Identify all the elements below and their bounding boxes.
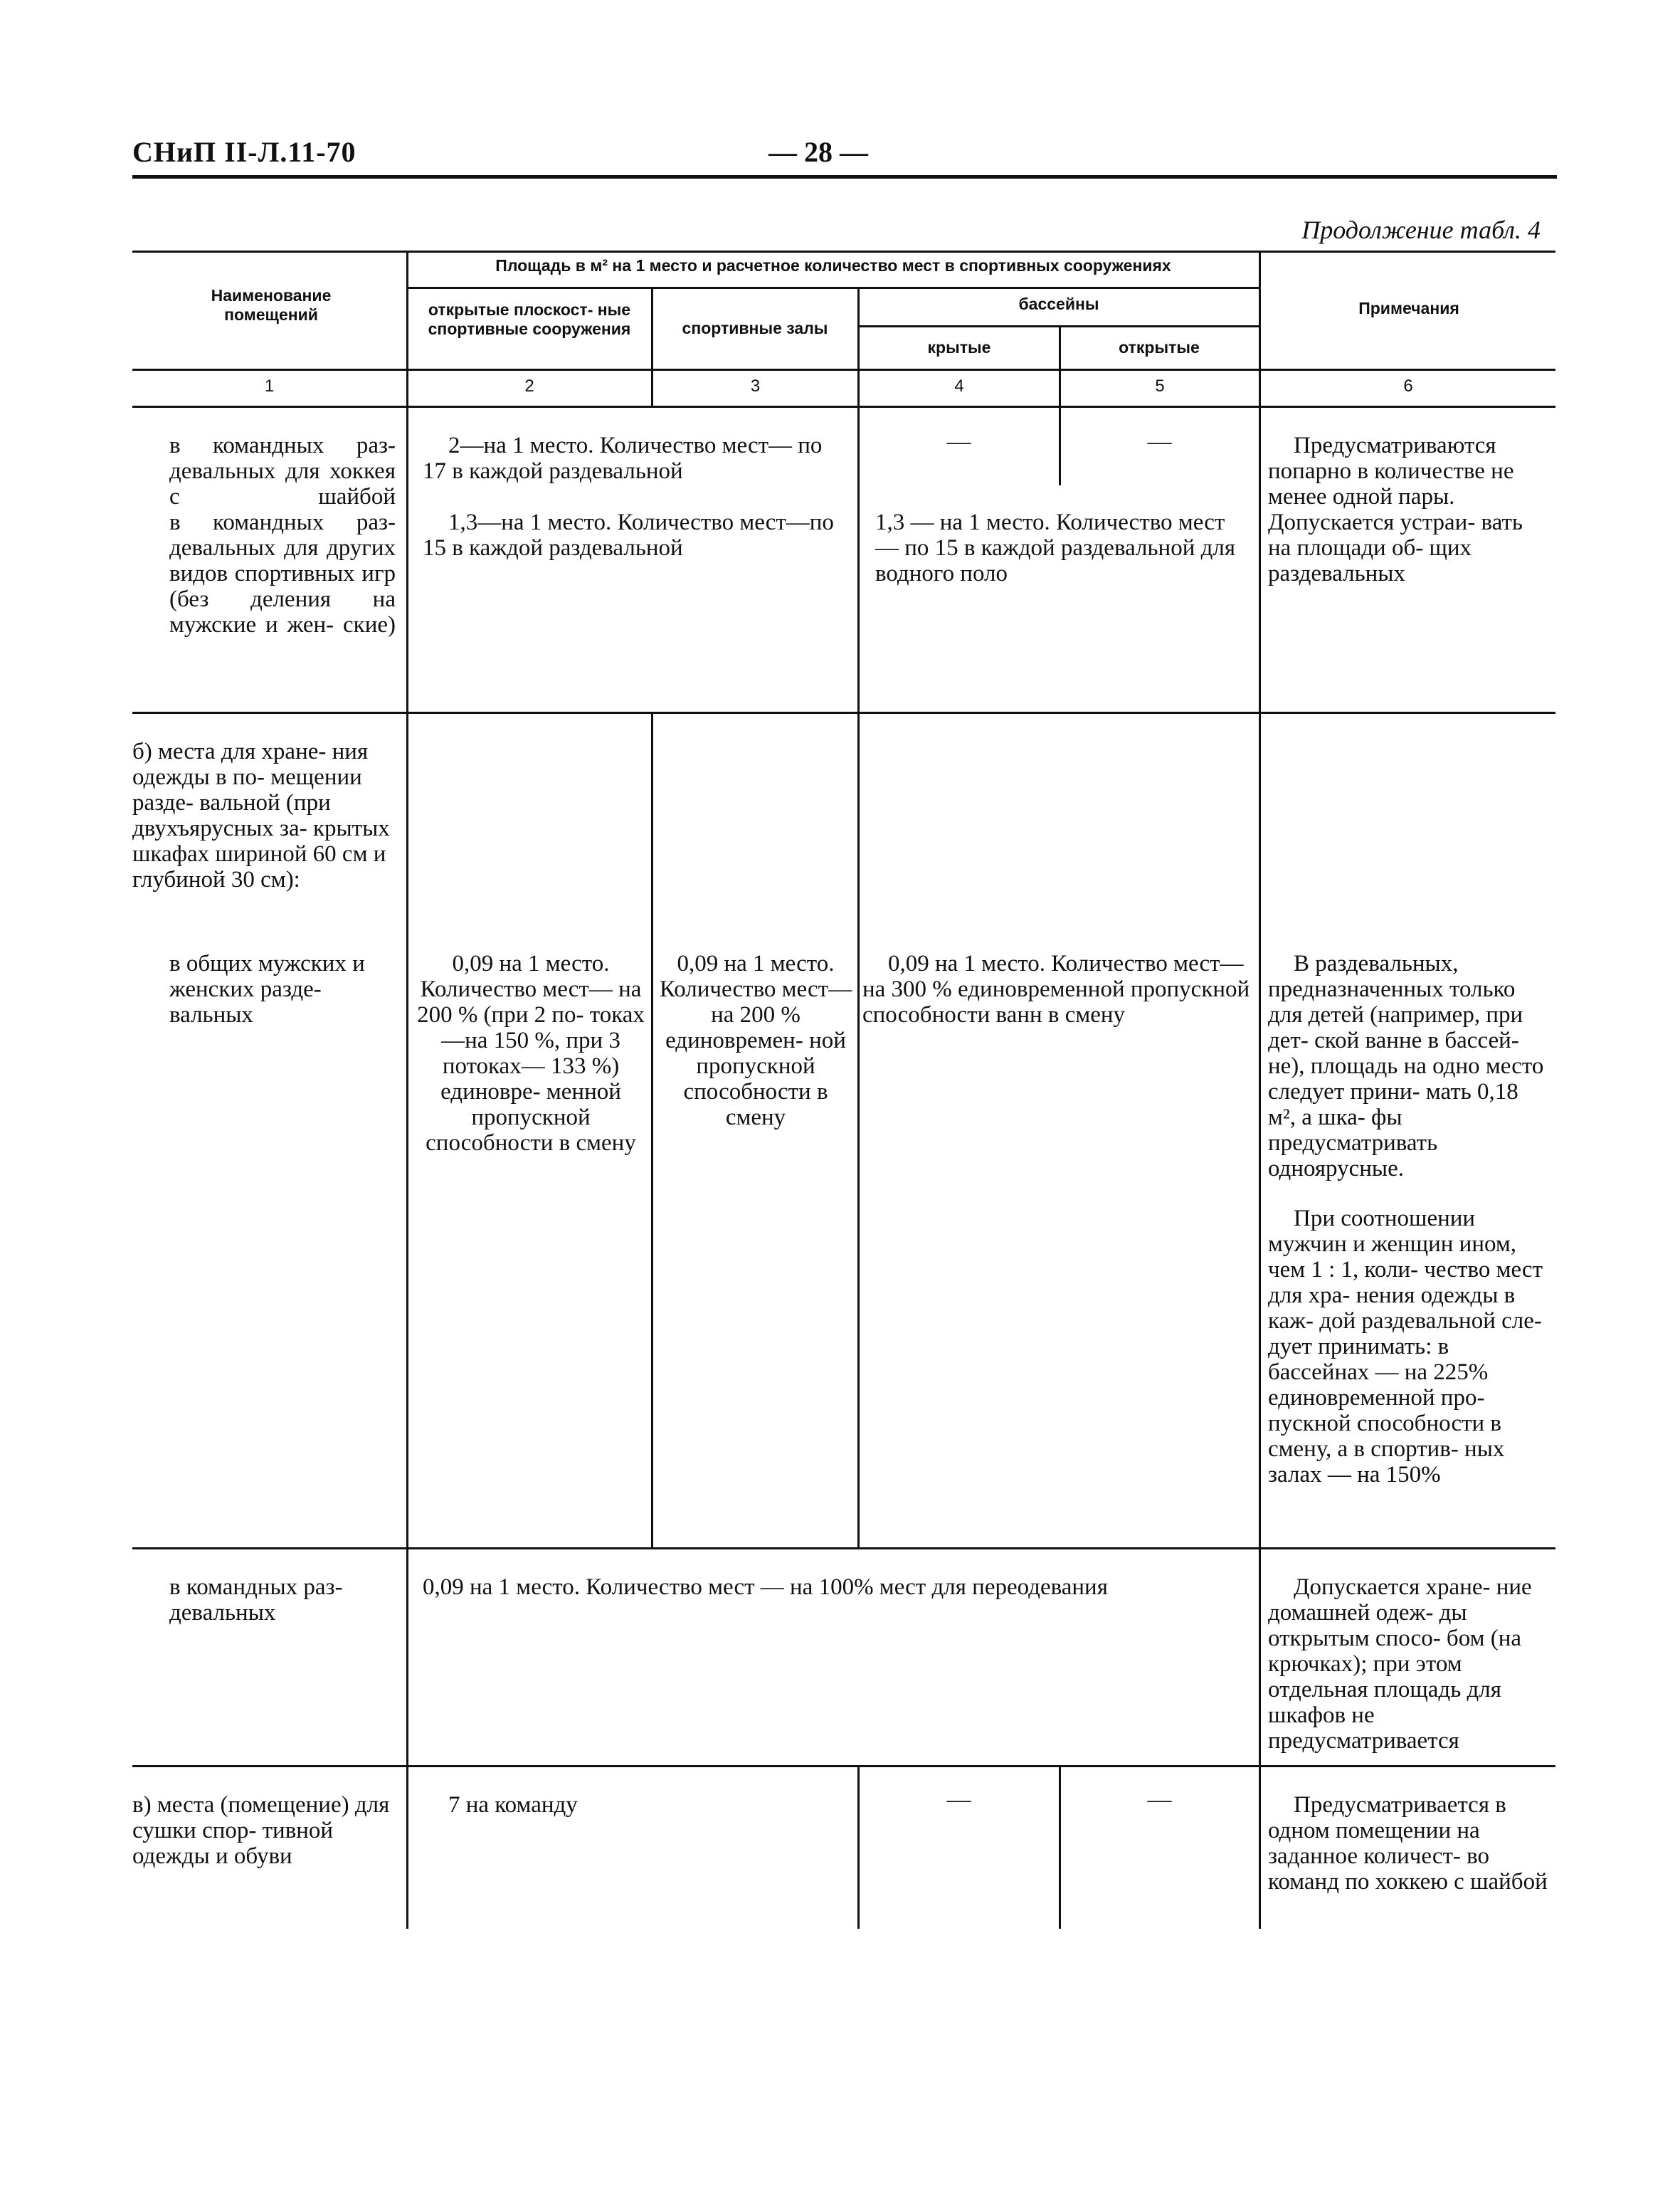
- s1-divider-name: [406, 406, 408, 712]
- s2-divider-name: [406, 712, 408, 1547]
- s2-area-pools: 0,09 на 1 место. Количество мест—на 300 % единовременной пропускной способности ванн в смену: [862, 951, 1250, 1028]
- s2-note-children: В раздевальных, предназначенных только для детей (например, при дет- ской ванне в бассей- не), площадь на одно место следует прини- мать 0,18 м², а шка- фы предусматривать одноярусные.: [1268, 951, 1544, 1181]
- header-notes: Примечания: [1358, 299, 1459, 317]
- s1-pools-water-polo: 1,3 — на 1 место. Количество мест — по 15 в каждой раздевальной для водного поло: [875, 510, 1236, 586]
- header-numbers-rule: [132, 406, 1555, 408]
- row-separator-1: [132, 712, 1555, 714]
- s2-room-clothes-storage: б) места для хране- ния одежды в по- мещении разде- вальной (при двухъярусных за- крытых шкафах шириной 60 см и глубиной 30 см):: [132, 739, 390, 893]
- header-indoor-pools: крытые: [927, 338, 991, 357]
- header-pools: бассейны: [1018, 295, 1099, 313]
- header-rule: [132, 175, 1557, 179]
- column-number-5: 5: [1155, 377, 1165, 396]
- column-number-2: 2: [524, 377, 534, 396]
- s1-outdoor-pool-hockey: —: [1147, 428, 1172, 455]
- s4-note: Предусматривается в одном помещении на заданное количест- во команд по хоккею с шайбой: [1268, 1792, 1548, 1895]
- s1-indoor-pool-hockey: —: [946, 428, 971, 455]
- column-number-1: 1: [264, 377, 275, 396]
- s4-area-per-team: 7 на команду: [448, 1792, 578, 1818]
- header-open-flat-facilities: открытые плоскост- ные спортивные сооружения: [428, 300, 631, 338]
- s2-divider-pools: [857, 712, 860, 1547]
- s3-divider-name: [406, 1547, 408, 1765]
- header-outdoor-pools: открытые: [1119, 338, 1200, 357]
- s3-area-all: 0,09 на 1 место. Количество мест — на 100% мест для переодевания: [423, 1574, 1108, 1600]
- header-bottom-rule: [132, 369, 1555, 371]
- s2-room-common: в общих мужских и женских разде- вальных: [169, 951, 365, 1028]
- table-continuation-label: Продолжение табл. 4: [1301, 216, 1541, 244]
- header-group-rule: [408, 287, 1259, 289]
- page-number: — 28 —: [768, 136, 868, 168]
- s4-outdoor-pool: —: [1147, 1786, 1172, 1813]
- s3-divider-notes: [1259, 1547, 1261, 1765]
- s2-note-ratio: При соотношении мужчин и женщин ином, чем 1 : 1, коли- чество мест для хра- нения одежды в каж- дой раздевальной сле- дует принимать: в бассейнах — на 225% единовременной про- пускной способности в смену, а в спортив- ных залах — на 150%: [1268, 1206, 1543, 1488]
- s4-divider-notes: [1259, 1765, 1261, 1929]
- s1-room-other-games: в командных раз- девальных для других видов спортивных игр (без деления на мужские и жен- ские): [169, 510, 396, 638]
- row-separator-2: [132, 1547, 1555, 1549]
- header-room-name: Наименование помещений: [211, 286, 332, 324]
- row-separator-3: [132, 1765, 1555, 1767]
- table-top-rule: [132, 251, 1555, 253]
- s1-note: Предусматриваются попарно в количестве не менее одной пары. Допускается устраи- вать на площади об- щих раздевальных: [1268, 433, 1523, 586]
- header-area-group: Площадь в м² на 1 место и расчетное количество мест в спортивных сооружениях: [495, 256, 1171, 275]
- s2-area-sports-halls: 0,09 на 1 место. Количество мест—на 200 % единовремен- ной пропускной способности в смену: [659, 951, 852, 1130]
- document-code: СНиП II-Л.11-70: [132, 136, 356, 168]
- s4-divider-name: [406, 1765, 408, 1929]
- column-number-3: 3: [750, 377, 761, 396]
- s4-indoor-pool: —: [946, 1786, 971, 1813]
- column-number-6: 6: [1403, 377, 1413, 396]
- s1-divider-pools-inner: [1059, 406, 1061, 485]
- s1-area-hockey: 2—на 1 место. Количество мест— по 17 в каждой раздевальной: [423, 433, 823, 484]
- s1-divider-pools: [857, 406, 860, 712]
- s1-area-other-games: 1,3—на 1 место. Количество мест—по 15 в каждой раздевальной: [423, 510, 834, 561]
- s3-room-team: в командных раз- девальных: [169, 1574, 343, 1626]
- s3-note: Допускается хране- ние домашней одеж- ды открытым спосо- бом (на крючках); при этом отдельная площадь для шкафов не предусматривается: [1268, 1574, 1532, 1754]
- header-sports-halls: спортивные залы: [682, 319, 828, 337]
- s1-divider-notes: [1259, 406, 1261, 712]
- s1-room-hockey: в командных раз- девальных для хоккея с шайбой: [169, 433, 396, 510]
- column-number-4: 4: [954, 377, 964, 396]
- s4-divider-pools-inner: [1059, 1765, 1061, 1929]
- s4-room-drying: в) места (помещение) для сушки спор- тивной одежды и обуви: [132, 1792, 390, 1869]
- s2-divider-notes: [1259, 712, 1261, 1547]
- s2-divider-halls: [651, 712, 653, 1547]
- s2-area-open-flat: 0,09 на 1 место. Количество мест— на 200 % (при 2 по- токах—на 150 %, при 3 потоках— 133 %) единовре- менной пропускной способности в смену: [417, 951, 645, 1156]
- s4-divider-pools: [857, 1765, 860, 1929]
